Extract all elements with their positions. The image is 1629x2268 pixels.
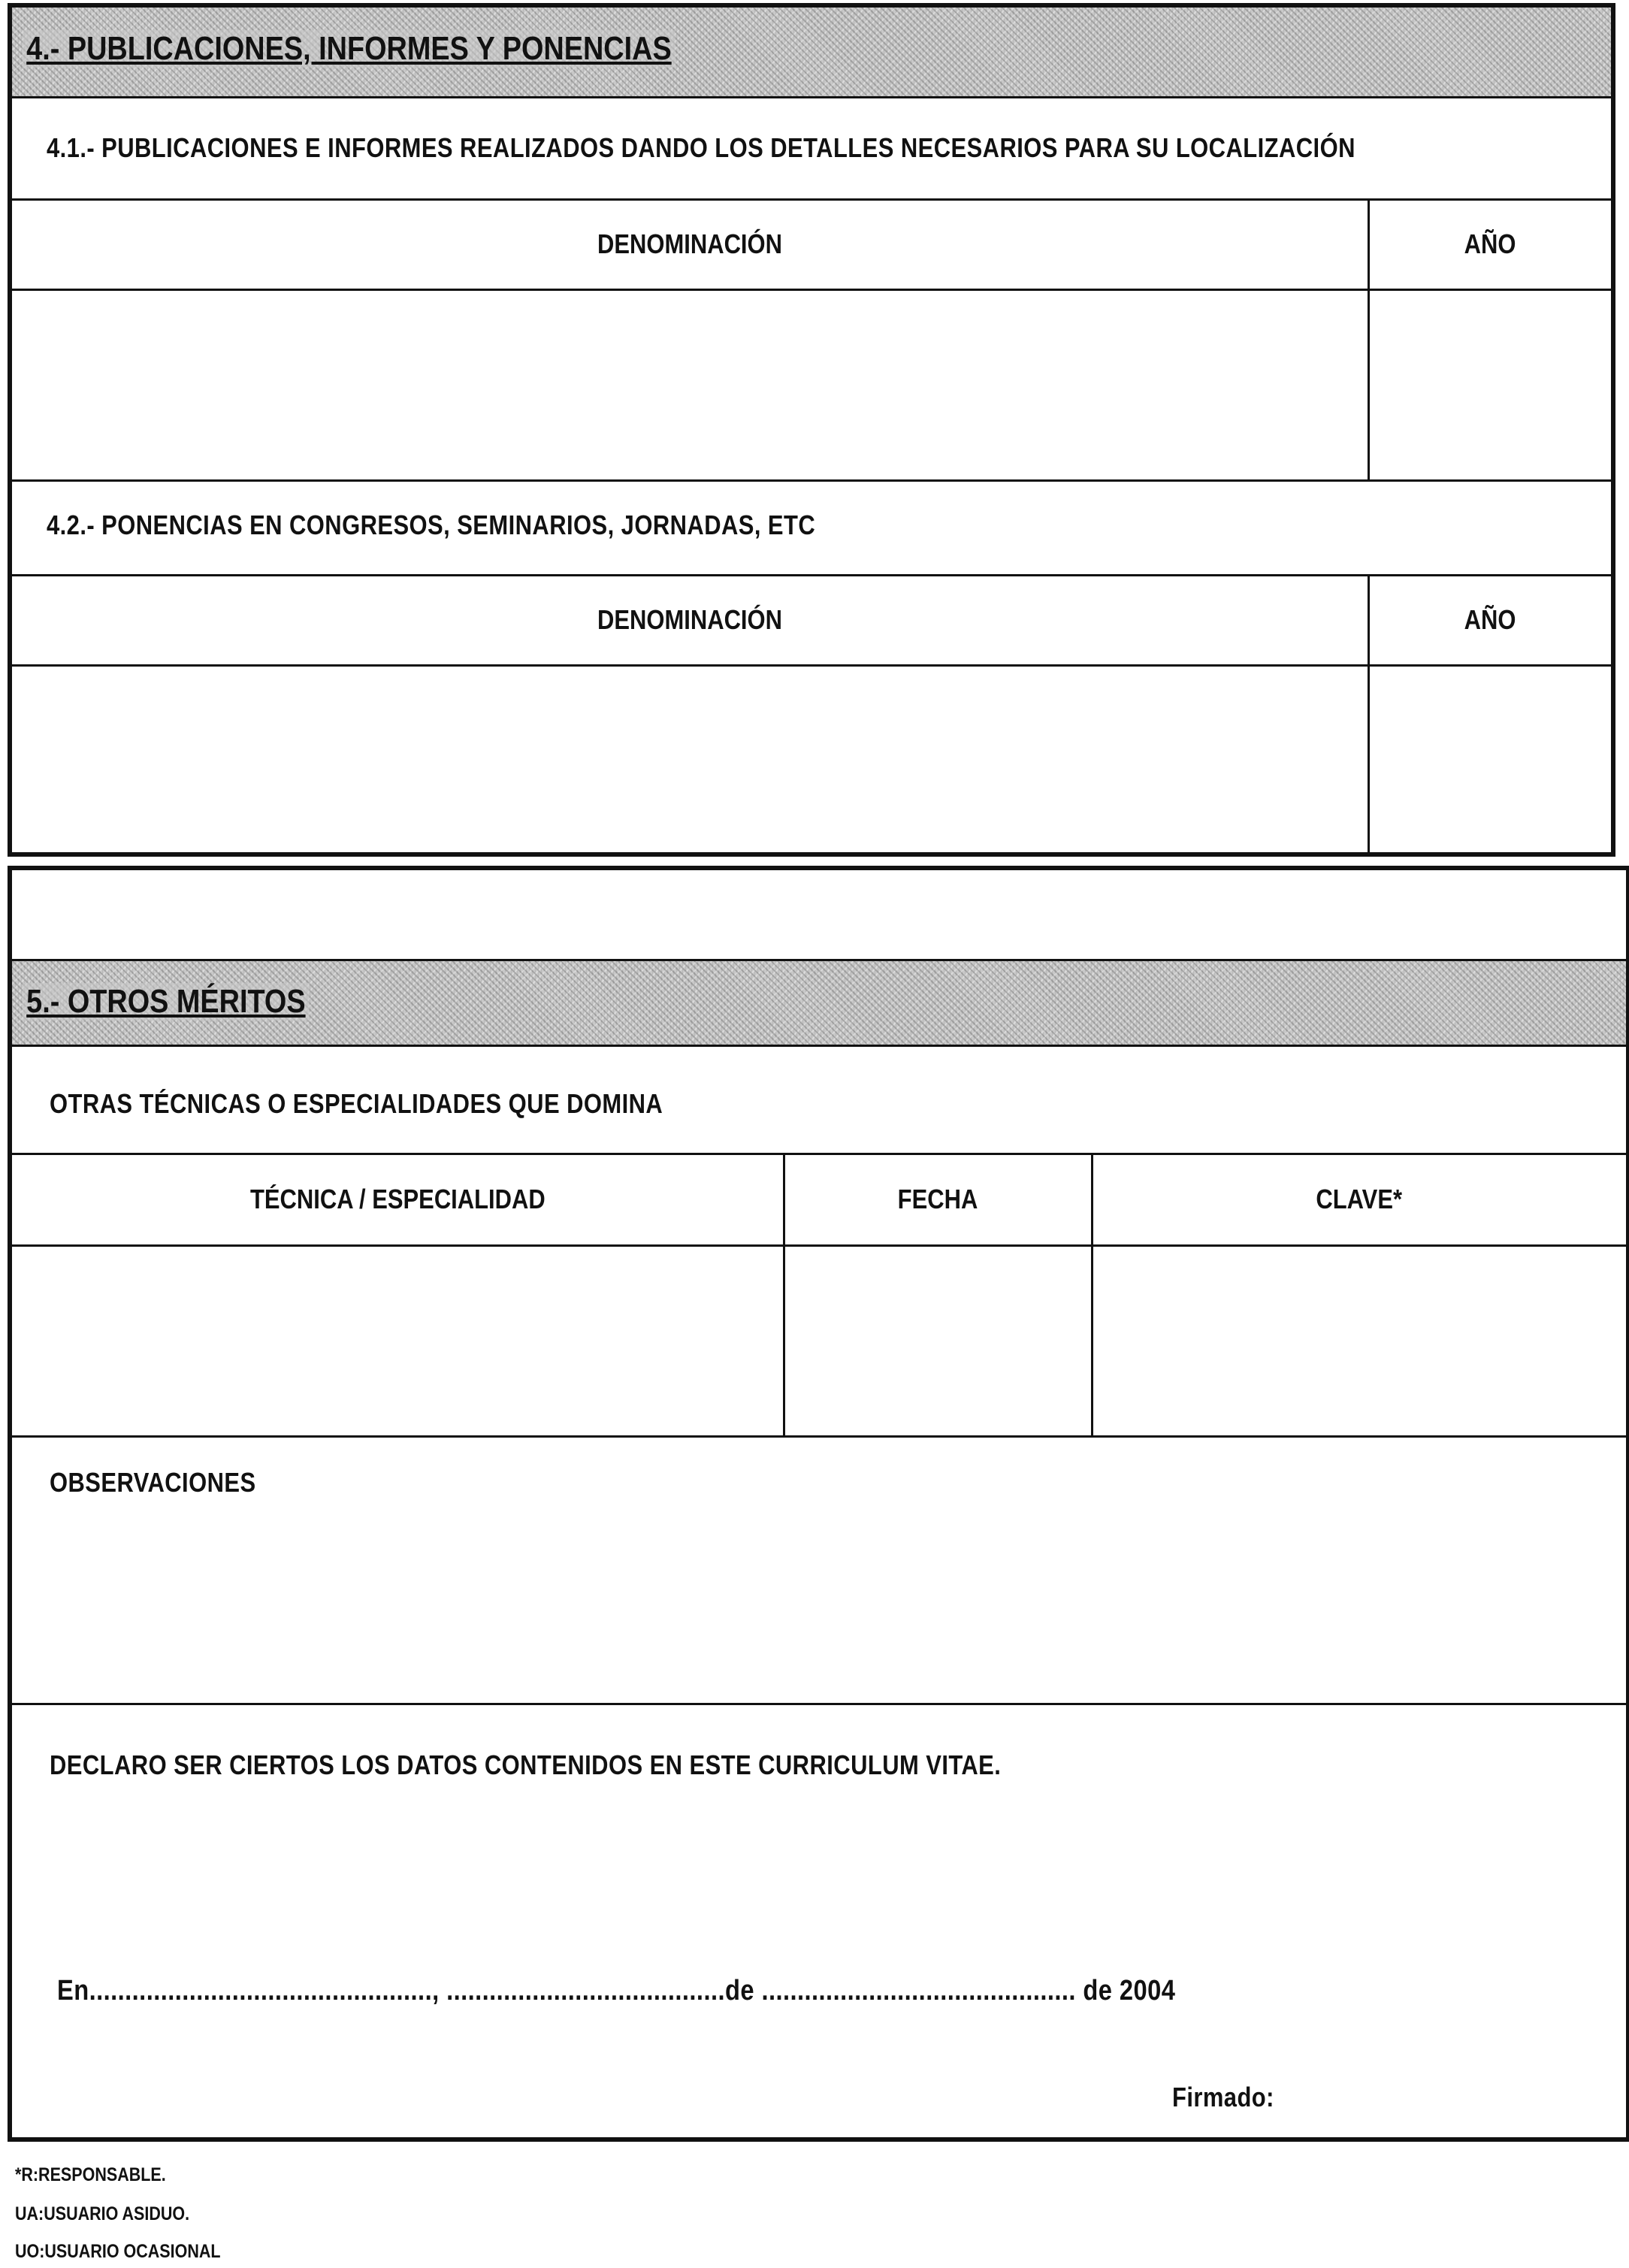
observaciones-field[interactable] — [12, 1512, 1626, 1700]
footnote-usuario-asiduo: UA:USUARIO ASIDUO. — [15, 2203, 190, 2224]
section-5-title: 5.- OTROS MÉRITOS — [23, 983, 310, 1021]
footnote-usuario-ocasional: UO:USUARIO OCASIONAL — [15, 2241, 221, 2262]
divider — [1368, 574, 1370, 854]
divider — [783, 1153, 785, 1437]
section-5-header — [12, 960, 1626, 1045]
divider — [1368, 198, 1370, 481]
divider — [12, 1244, 1626, 1247]
divider — [1091, 1153, 1093, 1437]
signed-label: Firmado: — [1172, 2082, 1274, 2112]
ponencias-ano-field[interactable] — [1371, 667, 1611, 852]
place-date-line: En................................................, .......................................de ............................................ de 2004 — [57, 1975, 1176, 2006]
column-header-ano: AÑO — [1464, 228, 1516, 259]
section-5-frame — [8, 866, 1629, 2142]
column-header-denominacion: DENOMINACIÓN — [597, 228, 782, 259]
column-header-clave: CLAVE* — [1316, 1184, 1403, 1214]
observaciones-label: OBSERVACIONES — [50, 1467, 256, 1498]
divider — [12, 1435, 1626, 1438]
subsection-4-1-title: 4.1.- PUBLICACIONES E INFORMES REALIZADOS DANDO LOS DETALLES NECESARIOS PARA SU LOCALIZACIÓN — [47, 132, 1355, 163]
divider — [12, 96, 1611, 98]
clave-field[interactable] — [1094, 1247, 1626, 1435]
declaration-text: DECLARO SER CIERTOS LOS DATOS CONTENIDOS EN ESTE CURRICULUM VITAE. — [50, 1749, 1002, 1780]
ponencias-denominacion-field[interactable] — [12, 667, 1368, 852]
publicaciones-ano-field[interactable] — [1371, 292, 1611, 479]
otras-tecnicas-title: OTRAS TÉCNICAS O ESPECIALIDADES QUE DOMINA — [50, 1088, 663, 1119]
fecha-field[interactable] — [786, 1247, 1091, 1435]
subsection-4-2-title: 4.2.- PONENCIAS EN CONGRESOS, SEMINARIOS, JORNADAS, ETC — [47, 510, 816, 540]
divider — [12, 1703, 1626, 1705]
divider — [12, 959, 1626, 961]
column-header-ano: AÑO — [1464, 604, 1516, 635]
publicaciones-denominacion-field[interactable] — [12, 292, 1368, 479]
section-4-title: 4.- PUBLICACIONES, INFORMES Y PONENCIAS — [23, 30, 675, 68]
divider — [12, 289, 1611, 291]
divider — [12, 664, 1611, 667]
divider — [12, 1045, 1626, 1047]
divider — [12, 479, 1611, 482]
column-header-fecha: FECHA — [897, 1184, 978, 1214]
footnote-responsable: *R:RESPONSABLE. — [15, 2164, 166, 2185]
section-4-header — [12, 8, 1611, 96]
column-header-tecnica: TÉCNICA / ESPECIALIDAD — [249, 1184, 546, 1214]
column-header-denominacion: DENOMINACIÓN — [597, 604, 782, 635]
tecnica-field[interactable] — [12, 1247, 783, 1435]
